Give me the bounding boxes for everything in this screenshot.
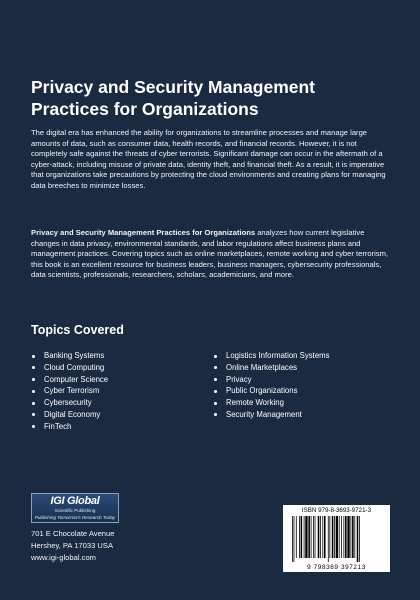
topic-item: Banking Systems: [31, 350, 108, 362]
barcode-bar: [299, 516, 300, 558]
barcode-bar: [352, 516, 354, 558]
barcode-bar: [305, 516, 307, 558]
barcode-bar: [357, 516, 359, 562]
barcode-bar: [339, 516, 340, 558]
barcode-bar: [311, 516, 312, 558]
barcode-bar: [336, 516, 338, 558]
barcode-bar: [294, 516, 295, 562]
barcode-bar: [304, 516, 305, 558]
barcode-bar: [315, 516, 316, 558]
barcode-bars-icon: [292, 516, 384, 562]
topic-item: Public Organizations: [213, 385, 330, 397]
description-paragraph-1: The digital era has enhanced the ability for organizations to streamline processes and manage large amounts of data, such as consumer data, health records, and financial records. However, it is not completely safe against the threats of cyber terrorists. Significant damage can occur in the aftermath of a cyber-attack, including misuse of private data, identity theft, and financial theft. As a result, it is imperative that organizations take precautions by protecting the cloud environments and creating plans for managing data breeches to minimize losses.: [31, 128, 386, 190]
barcode-bar: [324, 516, 326, 558]
topic-item: Remote Working: [213, 397, 330, 409]
topic-item: Cybersecurity: [31, 397, 108, 409]
topics-heading: Topics Covered: [31, 323, 124, 337]
topic-item: Cloud Computing: [31, 362, 108, 374]
topic-item: Logistics Information Systems: [213, 350, 330, 362]
topic-item: Computer Science: [31, 374, 108, 386]
barcode-bar: [318, 516, 320, 558]
barcode-bar: [354, 516, 355, 558]
barcode-bar: [332, 516, 334, 558]
isbn-label: ISBN 979-8-3693-9721-3: [301, 507, 372, 514]
topic-item: Cyber Terrorism: [31, 385, 108, 397]
barcode-bar: [320, 516, 321, 558]
barcode-bar: [341, 516, 342, 558]
publisher-logo-name: IGI Global: [50, 495, 100, 507]
barcode-bar: [347, 516, 349, 558]
topic-item: FinTech: [31, 421, 108, 433]
topics-list-left: [31, 350, 108, 433]
topic-item: Digital Economy: [31, 409, 108, 421]
barcode-bar: [334, 516, 335, 558]
barcode-bar: [329, 516, 330, 558]
book-title-inline: Privacy and Security Management Practices for Organizations: [31, 228, 256, 237]
isbn-barcode: [283, 505, 390, 572]
barcode-digits: 9 798369 397213: [307, 564, 366, 571]
barcode-bar: [313, 516, 314, 558]
publisher-logo: [31, 493, 119, 523]
book-title: Privacy and Security Management Practices for Organizations: [31, 77, 315, 119]
publisher-logo-subtitle: Scientific Publishing: [54, 508, 96, 513]
publisher-logo-tagline: Publishing Tomorrow's Research Today: [34, 514, 116, 520]
barcode-bar: [345, 516, 347, 558]
barcode-bar: [343, 516, 344, 558]
publisher-website: www.igi-global.com: [31, 552, 96, 562]
address-line-1: 701 E Chocolate Avenue: [31, 529, 115, 538]
topic-item: Privacy: [213, 374, 330, 386]
barcode-bar: [301, 516, 303, 558]
barcode-bar: [322, 516, 323, 558]
barcode-bar: [296, 516, 297, 558]
barcode-bar: [328, 516, 329, 562]
address-line-2: Hershey, PA 17033 USA: [31, 540, 114, 550]
barcode-bar: [308, 516, 310, 558]
publisher-address: [31, 528, 114, 563]
description-paragraph-2: [31, 228, 393, 281]
description-paragraph-2-text: analyzes how current legislative changes in data privacy, environmental standards, and labor regulations affect business plans and management practices. Covering topics such as online marketplaces, remote working and cyber terrorism, this book is an excellent resource for business leaders, business managers, cybersecurity professionals, data scientists, professionals, researchers, scholars, academicians, and more.: [31, 228, 389, 280]
barcode-bar: [292, 516, 293, 562]
barcode-bar: [359, 516, 360, 562]
topics-list-right: [213, 350, 330, 421]
topic-item: Online Marketplaces: [213, 362, 330, 374]
topic-item: Security Management: [213, 409, 330, 421]
barcode-bar: [351, 516, 352, 558]
